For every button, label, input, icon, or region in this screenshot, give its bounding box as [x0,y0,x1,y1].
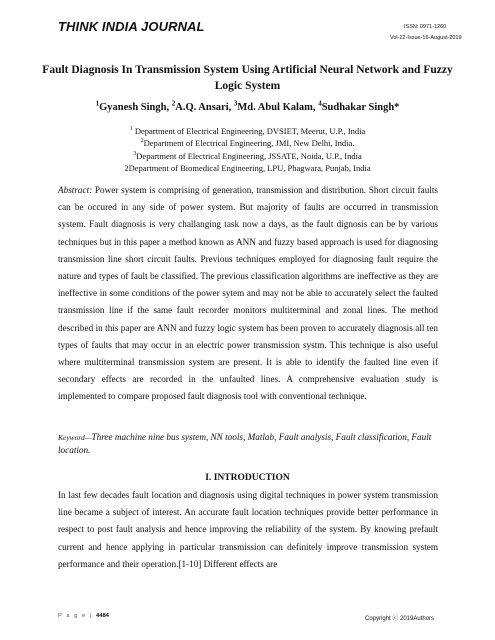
keywords-label: Keyword— [58,433,92,442]
copyright: Copyright ⓒ 2019Authors [365,616,435,622]
affiliation: $^2$Department of Electrical Engineering, JMI, New Delhi, India. [140,138,355,149]
page-footer: P a g e | 4484 [58,613,109,619]
affiliations [40,124,455,173]
journal-name: THINK INDIA JOURNAL [58,19,205,34]
affiliation: 2Department of Biomedical Engineering, LPU, Phagwara, Punjab, India [124,162,371,173]
affiliation: $^3$Department of Electrical Engineering, JSSATE, Noida, U.P., India [133,150,362,161]
section-heading: I. INTRODUCTION [205,473,290,483]
author: $^4$Sudhakar Singh* [318,99,400,113]
paper-title: Fault Diagnosis In Transmission System Using Artificial Neural Network and Fuzzy Logic System [42,64,453,92]
author: $^3$Md. Abul Kalam, [233,99,316,113]
abstract [58,182,438,406]
author-list [40,99,455,113]
page-number: 4484 [96,613,109,619]
volume-issue: Vol-22-Issue-16-August-2019 [390,35,462,41]
author: $^1$Gyanesh Singh, [95,99,172,113]
affiliation: $^1$ Department of Electrical Engineering, DVSIET, Meerut, U.P., India [129,125,366,136]
keywords [58,431,438,456]
introduction-paragraph: In last few decades fault location and diagnosis using digital techniques in power system transmission line became a subject of interest. An accurate fault location techniques provide better performance in respect to post fault analysis and hence improving the reliability of the system. By knowing prefault current and hence applying in particular transmission can definitely improve transmission system performance and their operation.[1-10] Different effects are [58,490,438,569]
abstract-text: Power system is comprising of generation, transmission and distribution. Short circuit faults can be occured in any side of power system. But majority of faults are occurred in transmission system. Fault diagnosis is very challanging task now a days, as the fault dignosis can be by various techniques but in this paper a method known as ANN and fuzzy based approach is used for diagnosing transmission line short circuit faults. Previous techniques employed for diagnosing fault require the nature and types of fault be classified. The previous classification algorithms are ineffective as they are ineffective in some conditions of the power sytem and may not be able to accurately select the faulted transmission line if the same fault recorder monitors multiterminal and zonal lines. The method described in this paper are ANN and fuzzy logic system has been proven to accurately diagnosis all ten types of faults that may occur in an electric power transmission systm. This technique is also useful where multiterminal transmission system are present. It is able to identify the faulted line even if secondary effects are recorded in the unfaulted lines. A comprehensive evaluation study is implemented to compare proposed fault diagnosis tool with conventional technique. [58,185,438,402]
author: $^2$A.Q. Ansari, [171,99,234,113]
abstract-label: Abstract: [58,185,93,195]
keywords-text: Three machine nine bus system, NN tools, Matlab, Fault analysis, Fault classification, Fault location. [58,432,432,455]
issn: ISSN: 0971-1260 [404,24,447,30]
